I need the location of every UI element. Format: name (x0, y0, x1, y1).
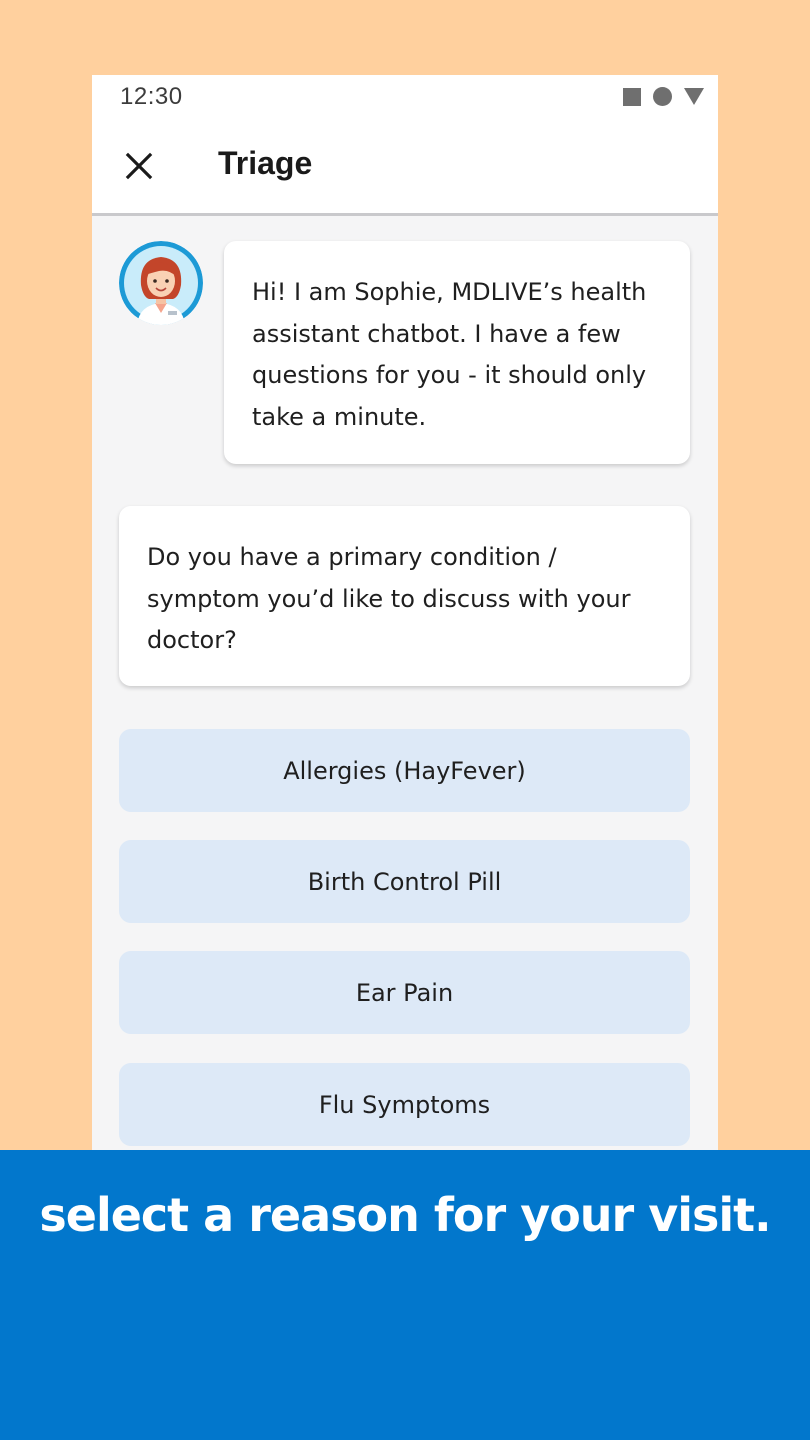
close-icon (125, 152, 153, 180)
option-label: Allergies (HayFever) (283, 756, 526, 785)
option-label: Flu Symptoms (318, 1090, 491, 1119)
phone-screen (92, 75, 718, 1150)
app-bar (92, 119, 718, 216)
greeting-text: Hi! I am Sophie, MDLIVE’s health assistant chatbot. I have a few questions for you - it should only take a minute. (252, 278, 647, 431)
status-icons (623, 87, 704, 106)
close-button[interactable] (118, 145, 160, 187)
option-label: Birth Control Pill (307, 867, 502, 896)
option-flu-symptoms-button[interactable] (119, 1063, 690, 1146)
chat-bubble-question (119, 506, 690, 686)
option-label: Ear Pain (355, 978, 454, 1007)
chat-bubble-greeting (224, 241, 690, 464)
signal-triangle-icon (684, 88, 704, 105)
option-allergies-button[interactable] (119, 729, 690, 812)
question-text: Do you have a primary condition / symptom you’d like to discuss with your doctor? (147, 543, 631, 654)
status-time: 12:30 (120, 83, 183, 110)
option-ear-pain-button[interactable] (119, 951, 690, 1034)
option-birth-control-button[interactable] (119, 840, 690, 923)
sophie-avatar (119, 241, 203, 325)
stop-square-icon (623, 88, 641, 106)
record-circle-icon (653, 87, 672, 106)
page-title: Triage (218, 145, 313, 181)
caption-banner (0, 1150, 810, 1440)
status-bar (92, 75, 718, 119)
caption-text: select a reason for your visit. (39, 1188, 771, 1242)
